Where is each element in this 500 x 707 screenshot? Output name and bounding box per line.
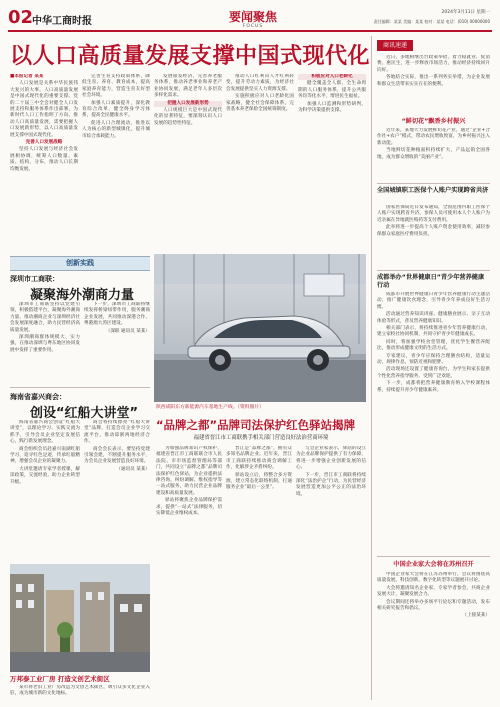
sidebar-b1: 近年来，某地大力发展鲜切花产业，通过“企业+合作社+农户”模式，带动农民增收致富，为乡村振兴注入新动能。 当地鲜切花种植面积持续扩大，产品远销全国各地，成为群众增收的“美丽产业”。 (377, 128, 490, 160)
sidebar-h3: 成都举办“世界健康日”青少年营养健康行动 (377, 274, 485, 289)
sidebar-h4: 中国企业家大会将在苏州召开 (393, 561, 474, 568)
story2-body-2: 商会将持续擦亮“红船大讲堂”品牌，打造会员企业学习交流平台，推动琼浙两地经济合作。 商会会长表示，要坚持党建引领会建，不断提升服务水平，为会员企业发展营造良好环境。 （通讯员 某某） (84, 420, 150, 472)
main-story-col-2: 晋江是“品牌之都”，拥有众多知名品牌企业。近年来，晋江市工商联持续推动商会调解工作，化解涉企矛盾纠纷。 驿站设立后，将整合多方资源，建立常态化联络机制，打通服务企业“最后一公里”。 (226, 446, 292, 491)
bottom-photo-caption: 万邦泰工业厂房 打造文创艺术街区 (10, 675, 110, 683)
bottom-photo (10, 564, 150, 672)
story2-title: 创设“红船大讲堂” (30, 406, 139, 421)
main-story-col-3: 与会企业家表示，驿站的设立为企业品牌保护提供了有力保障，将进一步增强企业创新发展的信心。 下一步，晋江市工商联将持续深化“法治护企”行动，为民营经济发展营造更加公平公正的法治环境。 (296, 446, 366, 497)
sidebar-h1: “鲜切花”飘香乡村振兴 (401, 118, 466, 125)
sidebar-b3-text: 成都市开展世界健康日青少年营养健康行动主题活动，推广健康饮食理念，引导青少年养成良好生活习惯。 (377, 292, 490, 310)
story2-source: （通讯员 某某） (116, 466, 150, 472)
main-story-col-1: 为加强品牌知识产权保护，福建省晋江市工商联联合市人民法院、市市场监督管理局等部门，共同设立“品牌之都”品牌司法保护红色驿站，为企业提供法律咨询、纠纷调解、维权指导等一站式服务，助力民营企业品牌建设和高质量发展。 驿站将聚焦企业品牌保护需求，提供“一站式”法律服务，切实降低企业维权成本。 (156, 446, 222, 517)
sidebar-b4: 中国企业家大会将在江苏苏州举行，会议将围绕高质量发展、科技创新、数字化转型等议题展开讨论。 大会将邀请知名企业家、专家学者参会，共商企业发展大计，凝聚发展合力。 会议期间还将举办多场平行论坛和专题活动，发布相关研究报告和倡议。 （上接某某） (377, 572, 490, 619)
main-story-subtitle: 福建省晋江市工商联携手相关部门营造良好法治营商环境 (193, 435, 329, 441)
paper-name: 中华工商时报 (32, 16, 92, 27)
innovation-banner (10, 256, 150, 271)
sidebar-b4-text: 中国企业家大会将在江苏苏州举行，会议将围绕高质量发展、科技创新、数字化转型等议题展开讨论。 (377, 572, 490, 584)
story2-body: 海南省嘉兴商会创设“红船大讲堂”，以理论学习、实践交流为抓手，引导会员企业坚定发展信心，践行新发展理念。 商会组织会员赴嘉兴南湖红船学习，追寻红色足迹，传承红船精神，增强会员企业的凝聚力。 大讲堂邀请专家学者授课，解读政策，交流经验，助力企业转型升级。 (10, 420, 80, 485)
sidebar-divider (371, 36, 372, 700)
car-factory-image (154, 254, 366, 402)
sidebar-tag: 商讯速递 (377, 40, 413, 51)
main-story-text: 为加强品牌知识产权保护，福建省晋江市工商联联合市人民法院、市市场监督管理局等部门，共同设立“品牌之都”品牌司法保护红色驿站，为企业提供法律咨询、纠纷调解、维权指导等一站式服务，助力民营企业品牌建设和高质量发展。 (156, 446, 222, 496)
story1-title: 凝聚海外潮商力量 (30, 288, 135, 303)
date-line: 2024年3月11日 星期一 (441, 10, 490, 15)
lead-column-2: 完善生育支持政策体系，降低生育、养育、教育成本，提高家庭养育能力，营造生育友好型社会环境。 加强人口素质提升，深化教育综合改革，健全终身学习体系，提高全民健康水平。 促进人口合理流动，推进以人为核心的新型城镇化，提升城市综合承载能力。 (82, 74, 150, 139)
sidebar-h2: 全国城镇职工医保个人账户实现跨省共济 (377, 187, 489, 194)
sidebar-rule-3 (377, 556, 490, 557)
story1-body-2: 下一步，深圳市工商联将继续发挥桥梁纽带作用，服务潮商企业发展，共同推动深港合作、粤港澳大湾区建设。 （深联 通讯员 某某） (84, 302, 150, 334)
lead-column-5: 积极应对人口老龄化 健全覆盖全人群、全生命周期的人口服务体系，提升公共服务均等化水平，增进民生福祉。 加强人口监测和形势研判，为科学决策提供支撑。 (298, 74, 366, 114)
sidebar-b3: 成都市开展世界健康日青少年营养健康行动主题活动，推广健康饮食理念，引导青少年养成良好生活习惯。 活动通过营养知识讲座、健康膳食展示、亲子互动体验等形式，普及营养健康知识。 相关部门表示，将持续推进青少年营养健康行动，建立家校社协同机制，共同守护青少年健康成长。 同时，将加强学校食堂管理，优化学生餐营养配比，推动形成健康文明的生活方式。 专家建议，青少年应保持合理膳食结构，适量运动，规律作息，预防近视和肥胖。 活动现场还设置了健康咨询台，为学生和家长提供个性化营养指导服务，受到广泛欢迎。 下一步，成都将把营养健康教育纳入学校课程体系，持续提升青少年健康素养。 (377, 292, 490, 393)
section-title: 要闻聚焦 (228, 10, 277, 24)
story1-kicker: 深圳市工商联： (10, 275, 59, 283)
lead-body: 人口发展是关系中华民族伟大复兴的大事。人口高质量发展是中国式现代化的重要支撑。党的二十届三中全会对健全人口发展支持和服务体系作出部署，为新时代人口工作指明了方向。推动人口高质量发展，需要把握人口发展新形势，以人口高质量发展支撑中国式现代化。 (10, 81, 78, 138)
main-story-title: “品牌之都”品牌司法保护红色驿站揭牌 (156, 418, 356, 432)
photo-caption: 陕西咸阳东方新能源汽车基地生产线。（资料图片） (156, 405, 264, 410)
sidebar-b2: 国家医保局近日发布通知，全国范围内职工医保个人账户实现跨省共济，参保人员可使用本人个人账户为近亲属在异地就医购药等支付费用。 此举将进一步提高个人账户资金使用效率，减轻参保群众家庭医疗费用负担。 (377, 205, 490, 237)
sidebar-b4-source: （上接某某） (462, 613, 490, 619)
story1-body: 深圳市工商联坚持以党建引领，积极搭建平台，凝聚海外潮商力量，推动潮商企业与深圳经济社会发展深度融合，助力民营经济高质量发展。 深圳潮商群体规模大、实力强，在推动深圳与粤东地区协同发展中发挥了重要作用。 (10, 302, 80, 353)
story2-kicker: 海南省嘉兴商会： (10, 393, 66, 401)
sidebar-b1-text: 近年来，某地大力发展鲜切花产业，通过“企业+合作社+农户”模式，带动农民增收致富，为乡村振兴注入新动能。 (377, 128, 490, 146)
story2-text: 海南省嘉兴商会创设“红船大讲堂”，以理论学习、实践交流为抓手，引导会员企业坚定发展信心，践行新发展理念。 (10, 420, 80, 445)
story1-source: （深联 通讯员 某某） (105, 328, 150, 334)
lead-column-1: ■本报记者 某某 人口发展是关系中华民族伟大复兴的大事。人口高质量发展是中国式现代化的重要支撑。党的二十届三中全会对健全人口发展支持和服务体系作出部署，为新时代人口工作指明了方向。推动人口高质量发展，需要把握人口发展新形势，以人口高质量发展支撑中国式现代化。 完善人口发展战略 坚持人口发展与经济社会发展相协调，统筹人口数量、素质、结构、分布，推动人口长期均衡发展。 (10, 74, 78, 172)
header-rule (8, 30, 492, 32)
editors-line: 责任编辑：某某 美编：某某 校对：某某 电话：(010) 00000000 (373, 19, 490, 24)
lead-byline: ■本报记者 某某 (10, 74, 44, 79)
lead-subhead-1: 完善人口发展战略 (25, 140, 63, 146)
lead-subhead-2: 把握人口发展新形势 (154, 101, 222, 107)
lead-column-3: 发展银发经济，完善养老服务体系，推动养老事业和养老产业协同发展，满足老年人多层次多样化需求。 把握人口发展新形势 人口规模巨大是中国式现代化的显著特征，要深刻认识人口发展的趋势性特征。 (154, 74, 222, 126)
page-number: 02 (8, 7, 34, 28)
divider-left-1 (10, 387, 150, 388)
innovation-banner-label: 创新实践 (66, 259, 94, 267)
section-title-en: FOCUS (242, 24, 264, 29)
street-image (10, 564, 150, 672)
lead-headline: 以人口高质量发展支撑中国式现代化 (10, 44, 371, 69)
sidebar-b2-text: 国家医保局近日发布通知，全国范围内职工医保个人账户实现跨省共济，参保人员可使用本人个人账户为近亲属在异地就医购药等支付费用。 (377, 205, 490, 223)
sidebar-intro: 近日，多地相继出台政策举措，着力稳就业、促消费、惠民生，进一步释放市场活力，推动经济持续回升向好。 各地结合实际，推出一系列务实举措，为企业发展和群众生活带来实实在在的便利。 (377, 55, 490, 87)
lead-subhead-3: 积极应对人口老龄化 (298, 74, 366, 80)
sidebar-rule-2 (377, 270, 490, 271)
bottom-photo-text: 某市将老旧工业厂房改造为文创艺术街区，吸引众多文化企业入驻，成为城市新的文化地标。 (10, 685, 150, 697)
lead-column-4: 推动人口红利向人才红利转变，提升劳动力素质，为经济社会发展提供坚实人力资源支撑。 实施积极应对人口老龄化国家战略，健全社会保障体系，完善基本养老保险全国统筹制度。 (226, 74, 294, 113)
story1-text: 深圳市工商联坚持以党建引领，积极搭建平台，凝聚海外潮商力量，推动潮商企业与深圳经济社会发展深度融合，助力民营经济高质量发展。 (10, 302, 80, 333)
main-photo (154, 254, 366, 402)
sidebar-rule-1 (377, 183, 490, 184)
